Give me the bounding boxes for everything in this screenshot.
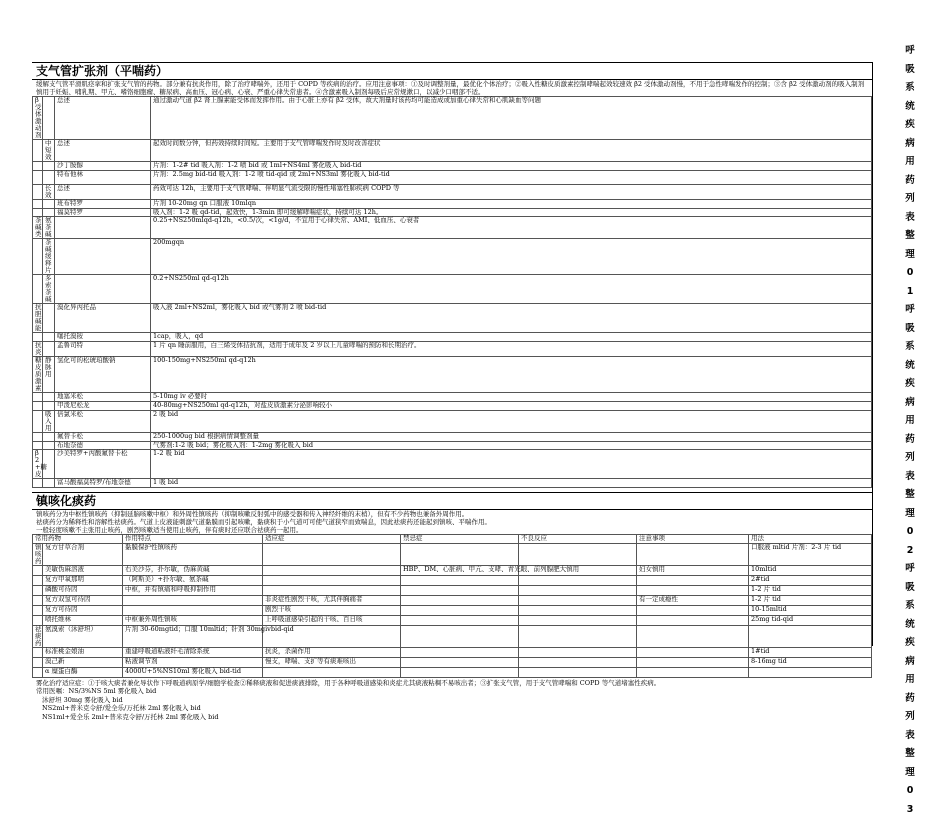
drug-name-cell: 班布特罗 [55,199,151,208]
drug-subclass-cell: 氨茶碱 [43,217,55,239]
right-border [872,62,873,646]
table-row [33,140,872,162]
drug-subclass-cell [43,393,55,402]
drug-usage-cell: 2 吸 bid [151,410,872,432]
drug-usage-cell: 片剂：1-2# tid 吸入剂：1-2 喷 bid 或 1ml+NS4ml 雾化吸入 bid-tid [151,162,872,171]
drug-class-cell [33,184,43,199]
column-header: 作用特点 [123,535,263,544]
table-row [33,410,872,432]
table-row [33,667,872,677]
side-title-char: 0 [880,523,940,542]
drug-name-cell: 地塞米松 [55,393,151,402]
drug-subclass-cell [43,401,55,410]
adverse-reaction-cell [519,595,637,605]
side-title-char: 吸 [880,61,940,80]
contraindication-cell [401,667,519,677]
drug-subclass-cell: 茶碱缓释片 [43,239,55,275]
side-title-char: 列 [880,708,940,727]
drug-usage-cell: 1 片 qn 睡前服用，白三烯受体拮抗剂，适用于成年及 2 岁以上儿童哮喘的预防和长期治疗。 [151,342,872,357]
table-row [33,615,872,625]
precaution-cell [637,575,749,585]
column-header: 不良反应 [519,535,637,544]
side-title-char: 呼 [880,42,940,61]
drug-class-cell [33,170,43,184]
precaution-cell [637,615,749,625]
side-title-char: 1 [880,283,940,302]
drug-usage-cell: 吸入液 2ml+NS2ml，雾化吸入 bid 或气雾剂 2 喷 bid-tid [151,304,872,333]
side-title-char: 理 [880,764,940,783]
feature-cell: （阿斯美）+扑尔敏、氨茶碱 [123,575,263,585]
table-row [33,97,872,140]
drug-usage-cell: 250-1000ug bid 根据病情调整剂量 [151,432,872,441]
side-title-char: 病 [880,135,940,154]
indication-cell [263,575,401,585]
side-title-char: 病 [880,394,940,413]
drug-name-cell: 总述 [55,184,151,199]
drug-name-cell: 福莫特罗 [55,208,151,217]
table-row [33,162,872,171]
drug-subclass-cell [43,432,55,441]
drug-name-cell: 美敏伪麻溶液 [43,565,123,575]
drug-name-cell [55,217,151,239]
dosage-cell: 10-15mltid [749,605,872,615]
feature-cell: 右美沙芬，扑尔敏，伪麻黄碱 [123,565,263,575]
drug-name-cell [55,275,151,304]
section2-intro-line: 祛痰药分为稀释性和溶解性祛痰药。气道上皮液能刺激气道黏膜而引起咳嗽，黏痰积于小气道可可使气道狭窄而致喘息，因此祛痰药还能起到镇咳、平喘作用。 [36,518,868,526]
drug-usage-cell: 1cap，吸入，qd [151,333,872,342]
adverse-reaction-cell [519,625,637,647]
table-row [33,342,872,357]
table-row [33,357,872,393]
table-row [33,647,872,657]
drug-class-cell: β受体激动剂 [33,97,43,140]
dosage-cell: 10mltid [749,565,872,575]
side-title-char: 2 [880,542,940,561]
table-row [33,239,872,275]
drug-class-cell: 茶碱类 [33,217,43,239]
drug-group-cell [33,615,43,625]
side-title-char: 吸 [880,579,940,598]
drug-usage-cell: 200mgqn [151,239,872,275]
drug-usage-cell: 起效时间数分钟，但药效持续时间短。主要用于支气管哮喘发作时及时改善症状 [151,140,872,162]
indication-cell: 非炎症性剧烈干咳，尤其伴胸痛者 [263,595,401,605]
drug-usage-cell: 0.25+NS250mlqd-q12h，<0.5/次，<1g/d，不宜用于心律失常、AMI、低血压、心衰者 [151,217,872,239]
adverse-reaction-cell [519,615,637,625]
drug-name-cell: 氢化可的松琥珀酸钠 [55,357,151,393]
feature-cell: 重建呼吸道粘液纤毛清除系统 [123,647,263,657]
drug-group-cell [33,565,43,575]
document-body [32,62,872,722]
table-header-row [33,535,872,544]
feature-cell: 中枢，并有镇痛和呼吸抑制作用 [123,585,263,595]
precaution-cell [637,657,749,667]
contraindication-cell [401,575,519,585]
column-header: 常用药物 [33,535,123,544]
table-row [33,657,872,667]
nebulization-notes [32,678,872,723]
adverse-reaction-cell [519,647,637,657]
drug-name-cell: 喷托维林 [43,615,123,625]
side-title-char: 系 [880,597,940,616]
note-line: 常用医嘱：NS/3%NS 5ml 雾化吸入 bid [36,687,868,696]
indication-cell [263,585,401,595]
drug-usage-cell: 片剂 10-20mg qn 口服液 10mlqn [151,199,872,208]
drug-class-cell [33,199,43,208]
drug-usage-cell: 药效可达 12h，主要用于支气管哮喘、伴明显气流受限的慢性堵塞性肺疾病 COPD 等 [151,184,872,199]
section1-title: 支气管扩张剂（平喘药） [32,62,872,80]
side-title-char: 0 [880,782,940,801]
column-header: 用法 [749,535,872,544]
side-title-char: 药 [880,431,940,450]
drug-subclass-cell: 中短效 [43,140,55,162]
contraindication-cell [401,543,519,565]
drug-group-cell [33,667,43,677]
drug-usage-cell: 片剂：2.5mg bid-tid 吸入剂：1-2 喷 tid-qid 或 2ml+NS3ml 雾化吸入 bid-tid [151,170,872,184]
contraindication-cell [401,595,519,605]
drug-usage-cell: 1 吸 bid [151,479,872,488]
drug-subclass-cell: 吸入用 [43,410,55,432]
side-title-char: 药 [880,172,940,191]
contraindication-cell: HBP、DM、心脏病、甲亢、支哮、青光眼、前列腺肥大慎用 [401,565,519,575]
drug-name-cell: 总述 [55,97,151,140]
side-title-char: 表 [880,468,940,487]
side-title-char: 用 [880,671,940,690]
drug-subclass-cell [43,441,55,450]
drug-usage-cell: 通过激动气道 β2 肾上腺素能受体而发挥作用。由于心脏上亦有 β2 受体，故大剂量时该药均可能造成或加重心律失常和心肌缺血等问题 [151,97,872,140]
table-row [33,184,872,199]
drug-name-cell: 噻托溴铵 [55,333,151,342]
side-title-char: 呼 [880,560,940,579]
precaution-cell [637,605,749,615]
drug-usage-cell: 1-2 吸 bid [151,450,872,479]
drug-class-cell [33,162,43,171]
section2-intro-line: 一般轻度咳嗽不主张用止咳药，剧烈咳嗽适当使用止咳药，伴有痰时还应联合祛痰药一起用。 [36,526,868,534]
drug-name-cell: 富马酸福莫特罗/布地奈德 [55,479,151,488]
feature-cell: 4000U+5%NS10ml 雾化吸入 bid-tid [123,667,263,677]
side-title-char: 疾 [880,634,940,653]
precaution-cell: 妇女慎用 [637,565,749,575]
drug-name-cell [55,239,151,275]
side-title-char: 用 [880,153,940,172]
drug-group-cell: 祛痰药 [33,625,43,647]
side-title-char: 疾 [880,116,940,135]
drug-class-cell [33,401,43,410]
table-row [33,605,872,615]
feature-cell: 黏膜保护性镇咳药 [123,543,263,565]
drug-name-cell: 磷酸可待因 [43,585,123,595]
side-title-char: 0 [880,264,940,283]
contraindication-cell [401,657,519,667]
drug-class-cell [33,410,43,432]
indication-cell: 抗炎，杀菌作用 [263,647,401,657]
side-title-char: 病 [880,653,940,672]
side-title-char: 整 [880,227,940,246]
dosage-cell: 1-2 片 tid [749,595,872,605]
precaution-cell [637,625,749,647]
column-header: 禁忌症 [401,535,519,544]
drug-name-cell: α 糜蛋白酶 [43,667,123,677]
side-title-char: 统 [880,98,940,117]
side-title-char: 3 [880,801,940,819]
drug-class-cell [33,140,43,162]
table-row [33,217,872,239]
drug-group-cell [33,605,43,615]
precaution-cell [637,543,749,565]
drug-name-cell: 总述 [55,140,151,162]
contraindication-cell [401,625,519,647]
adverse-reaction-cell [519,667,637,677]
drug-subclass-cell [43,479,55,488]
column-header: 适应症 [263,535,401,544]
side-title-char: 系 [880,79,940,98]
side-title-char: 疾 [880,375,940,394]
drug-class-cell [33,432,43,441]
drug-group-cell [33,657,43,667]
drug-usage-cell: 气雾剂:1-2 吸 bid；雾化吸入剂：1-2mg 雾化吸入 bid [151,441,872,450]
dosage-cell: 8-16mg tid [749,657,872,667]
drug-name-cell: 布地奈德 [55,441,151,450]
dosage-cell: 1-2 片 tid [749,585,872,595]
drug-group-cell [33,585,43,595]
table-row [33,432,872,441]
drug-group-cell [33,647,43,657]
contraindication-cell [401,585,519,595]
drug-usage-cell: 100-150mg+NS250ml qd-q12h [151,357,872,393]
table-row [33,199,872,208]
side-title [880,42,940,819]
side-title-char: 药 [880,690,940,709]
side-title-char: 理 [880,505,940,524]
drug-name-cell: 沙美特罗+丙酸氟替卡松 [55,450,151,479]
adverse-reaction-cell [519,543,637,565]
drug-group-cell [33,575,43,585]
dosage-cell: 25mg tid-qid [749,615,872,625]
table-row [33,585,872,595]
side-title-char: 表 [880,209,940,228]
table-row [33,575,872,585]
table-row [33,275,872,304]
side-title-char: 列 [880,449,940,468]
drug-name-cell: 复方甲氧那明 [43,575,123,585]
side-title-char: 理 [880,246,940,265]
drug-subclass-cell [43,97,55,140]
drug-class-cell: 抗胆碱能 [33,304,43,333]
drug-name-cell: 复方可待因 [43,605,123,615]
drug-subclass-cell: 静脉用 [43,357,55,393]
drug-usage-cell: 5-10mg iv 必要时 [151,393,872,402]
adverse-reaction-cell [519,605,637,615]
precaution-cell [637,585,749,595]
drug-usage-cell: 40-80mg+NS250ml qd-q12h，对盐皮质激素分泌影响较小 [151,401,872,410]
indication-cell [263,667,401,677]
precaution-cell: 有一定成瘾性 [637,595,749,605]
adverse-reaction-cell [519,575,637,585]
drug-group-cell [33,595,43,605]
drug-group-cell: 镇咳药 [33,543,43,565]
adverse-reaction-cell [519,657,637,667]
dosage-cell [749,667,872,677]
contraindication-cell [401,647,519,657]
contraindication-cell [401,615,519,625]
dosage-cell: 1#tid [749,647,872,657]
side-title-char: 表 [880,727,940,746]
drug-class-cell [33,275,43,304]
table-row [33,304,872,333]
drug-class-cell: 糖皮质激素 [33,357,43,393]
note-line: NS1ml+爱全乐 2ml+普米克令舒/万托林 2ml 雾化吸入 bid [36,713,868,722]
section2-intro-line: 镇咳药分为中枢性镇咳药（抑制延脑咳嗽中枢）和外周性镇咳药（抑制咳嗽反射弧中的感受器和传入神经纤维的末梢），但有不少药物也兼备外周作用。 [36,510,868,518]
table-row [33,595,872,605]
table-row [33,401,872,410]
drug-name-cell: 标准桃金娘油 [43,647,123,657]
drug-subclass-cell [43,162,55,171]
drug-subclass-cell: 长效 [43,184,55,199]
drug-subclass-cell [43,333,55,342]
side-title-char: 吸 [880,320,940,339]
dosage-cell: 2#tid [749,575,872,585]
drug-name-cell: 溴己新 [43,657,123,667]
feature-cell [123,605,263,615]
indication-cell: 剧烈干咳 [263,605,401,615]
precaution-cell [637,647,749,657]
drug-name-cell: 甲泼尼松龙 [55,401,151,410]
side-title-char: 系 [880,338,940,357]
feature-cell: 粘液调节剂 [123,657,263,667]
dosage-cell: 口服液 mltid 片剂：2-3 片 tid [749,543,872,565]
column-header: 注意事项 [637,535,749,544]
drug-class-cell: β2+糖皮 [33,450,43,479]
indication-cell: 慢支，哮喘、支扩等有痰难咳出 [263,657,401,667]
note-line: 沐舒坦 30mg 雾化吸入 bid [36,696,868,705]
side-title-char: 用 [880,412,940,431]
drug-subclass-cell [43,342,55,357]
contraindication-cell [401,605,519,615]
antitussive-table [32,534,872,678]
drug-name-cell: 氟替卡松 [55,432,151,441]
drug-name-cell: 倍氯米松 [55,410,151,432]
table-row [33,479,872,488]
drug-subclass-cell: 多索茶碱 [43,275,55,304]
drug-name-cell: 溴化异丙托品 [55,304,151,333]
table-row [33,625,872,647]
side-title-char: 整 [880,745,940,764]
drug-name-cell: 特布他林 [55,170,151,184]
feature-cell: 中枢兼外周性镇咳 [123,615,263,625]
feature-cell [123,595,263,605]
drug-subclass-cell [43,199,55,208]
table-row [33,450,872,479]
drug-name-cell: 复方双氢可待因 [43,595,123,605]
note-line: 雾化治疗适应症：①于咳大痰者兼化导状作下呼吸道病原学/细胞学检查②稀释痰液和促进痰液排除，用于各种呼吸道感染和炎症尤其痰液粘稠不易咳出者；③扩张支气管，用于支气管哮喘和 COPD 等气道堵塞性疾病。 [36,679,868,688]
side-title-char: 呼 [880,301,940,320]
drug-name-cell: 孟鲁司特 [55,342,151,357]
table-row [33,170,872,184]
indication-cell [263,565,401,575]
adverse-reaction-cell [519,585,637,595]
drug-name-cell: 沙丁胺醇 [55,162,151,171]
side-title-char: 整 [880,486,940,505]
drug-class-cell [33,393,43,402]
dosage-cell [749,625,872,647]
drug-class-cell: 抗炎 [33,342,43,357]
drug-subclass-cell [43,170,55,184]
drug-name-cell: 氨溴索（沐舒坦） [43,625,123,647]
drug-class-cell [33,239,43,275]
indication-cell: 上呼吸道感染引起的干咳、百日咳 [263,615,401,625]
drug-class-cell [33,479,43,488]
section1-intro-line: 缓解支气管平滑肌痉挛和扩张支气管的药物。部分兼有抗炎作用，除了治疗哮喘外，还用于 COPD 等疾病的治疗。应用注意事项：①及时调整剂量，最优化个体治疗；②吸入性糖皮质激素控制哮喘起效较速效 β2 受体激动剂慢，不用于急性哮喘发作的控制；③含 β2 受体激动剂的吸入制剂慎用于妊娠、哺乳期、甲亢、嗜铬细胞瘤、糖尿病、高血压、冠心病、心衰、严重心律失常患者。④含激素吸入制剂每吸后应常规漱口，以减少口咽部不适。 [36,80,868,96]
side-title-char: 统 [880,616,940,635]
section2-title: 镇咳化痰药 [32,492,872,510]
indication-cell [263,543,401,565]
side-title-char: 列 [880,190,940,209]
table-row [33,565,872,575]
drug-usage-cell: 0.2+NS250ml qd-q12h [151,275,872,304]
note-line: NS2ml+普米克令舒/爱全乐/万托林 2ml 雾化吸入 bid [36,704,868,713]
drug-name-cell: 复方甘草合剂 [43,543,123,565]
precaution-cell [637,667,749,677]
section2-intro [32,510,872,534]
table-row [33,543,872,565]
side-title-char: 统 [880,357,940,376]
feature-cell: 片剂 30-60mgtid；口服 10mltid；针剂 30mgivbid-qid [123,625,263,647]
drug-subclass-cell [43,304,55,333]
drug-usage-cell: 吸入剂：1-2 吸 qd-tid，起效快，1-3min 即可缓解哮喘症状，持续可达 12h。 [151,208,872,217]
bronchodilator-table [32,96,872,488]
section1-intro [32,80,872,96]
